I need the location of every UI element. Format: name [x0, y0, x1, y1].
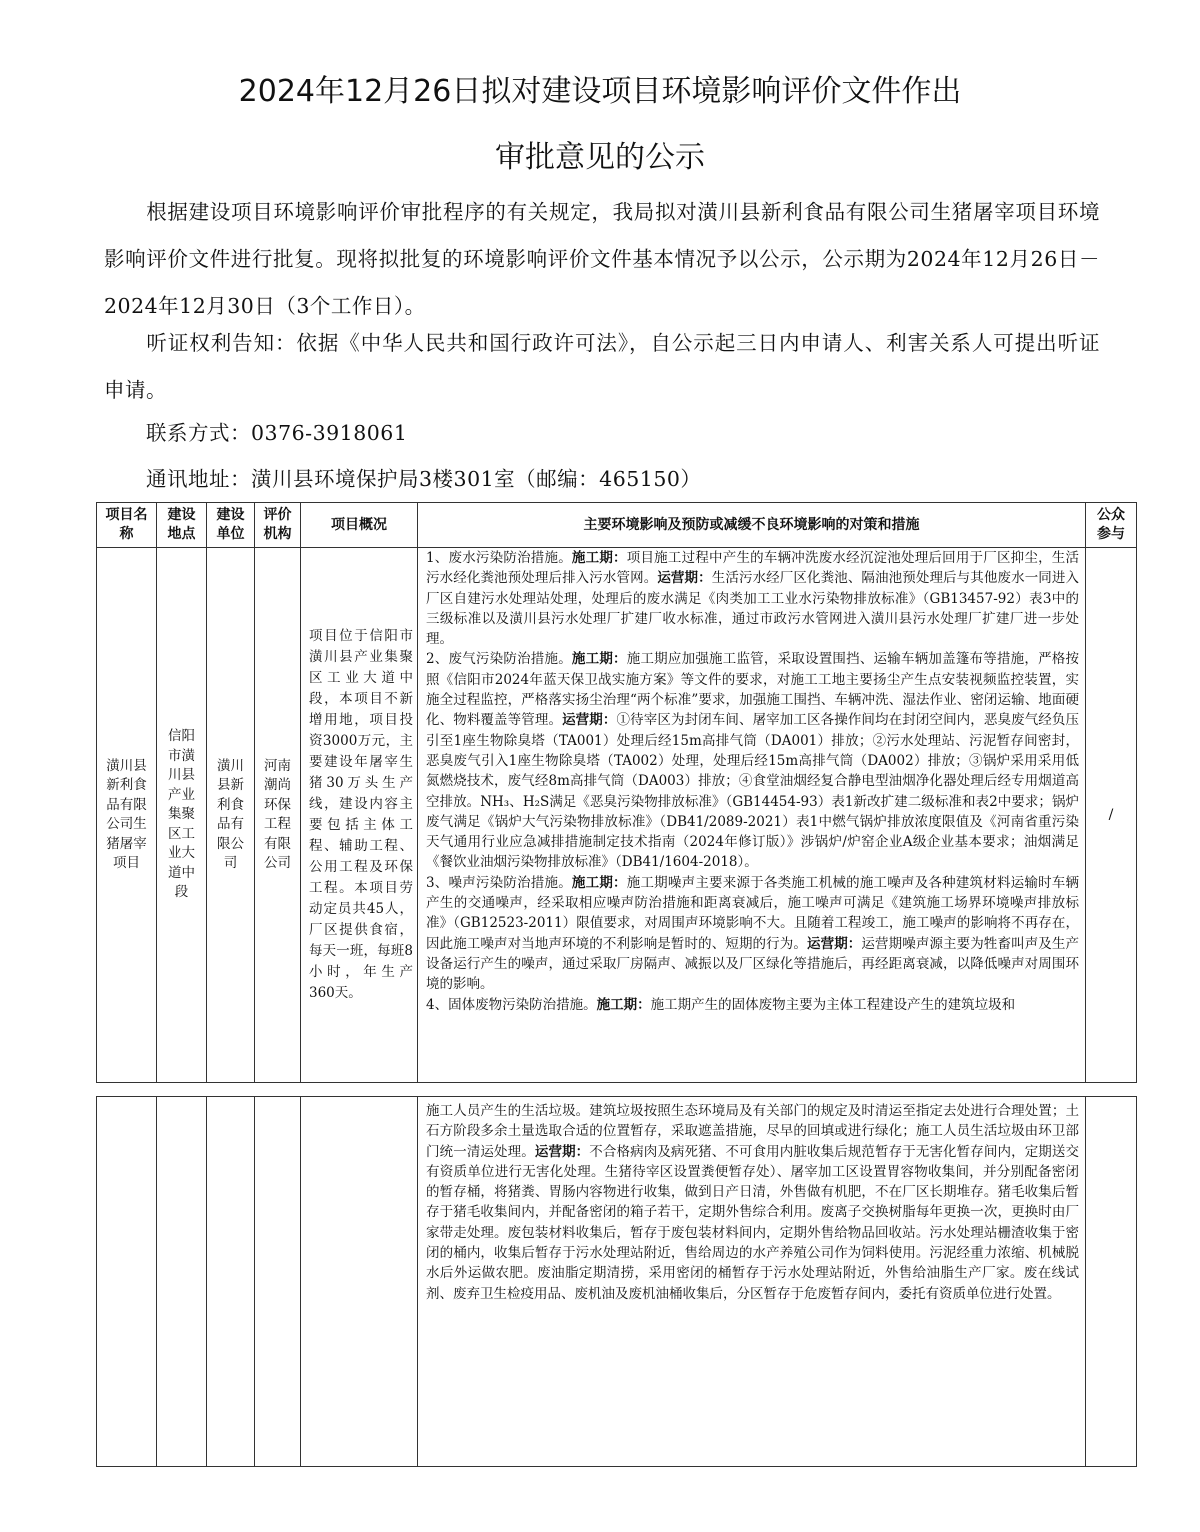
cell-empty-public: [1086, 1097, 1137, 1467]
table-header-row: [97, 503, 1137, 548]
hearing-text: 听证权利告知：依据《中华人民共和国行政许可法》，自公示起三日内申请人、利害关系人可提出听证申请。: [104, 331, 1100, 402]
cell-empty-agency: [255, 1097, 301, 1467]
cell-project-name: 潢川县新利食品有限公司生猪屠宰项目: [97, 548, 157, 1083]
page-title-line1: 2024年12月26日拟对建设项目环境影响评价文件作出: [238, 74, 962, 109]
intro-paragraph: [104, 189, 1100, 330]
table-row-continued: [97, 1097, 1137, 1467]
measure-solid: 4、固体废物污染防治措施。施工期：施工期产生的固体废物主要为主体工程建设产生的建筑垃圾和: [426, 996, 1016, 1013]
contact-paragraph: [104, 410, 1100, 457]
cell-measures: [418, 548, 1086, 1083]
cell-empty-location: [157, 1097, 207, 1467]
address-paragraph: [104, 456, 1100, 503]
header-project-name: 项目名称: [97, 503, 157, 548]
cell-measures-continued: [418, 1097, 1086, 1467]
page-title-line2: 审批意见的公示: [495, 140, 705, 175]
contact-text: 联系方式：0376-3918061: [146, 421, 408, 445]
measure-gas: 2、废气污染防治措施。施工期：施工期应加强施工监管，采取设置围挡、运输车辆加盖篷布等措施，严格按照《信阳市2024年蓝天保卫战实施方案》等文件的要求，对施工工地主要扬尘产生点安装视频监控装置，实施全过程监控，严格落实扬尘治理“两个标准”要求，加强施工围挡、车辆冲洗、湿法作业、密闭运输、地面硬化、物料覆盖等管理。运营期：①待宰区为封闭车间、屠宰加工区各操作间均在封闭空间内，恶臭废气经负压引至1座生物除臭塔（TA001）处理后经15m高排气筒（DA001）排放；②污水处理站、污泥暂存间密封，恶臭废气引入1座生物除臭塔（TA002）处理，处理后经15m高排气筒（DA002）排放；③锅炉采用采用低氮燃烧技术，废气经8m高排气筒（DA003）排放；④食堂油烟经复合静电型油烟净化器处理后经专用烟道高空排放。NH₃、H₂S满足《恶臭污染物排放标准》（GB14454-93）表1新改扩建二级标准和表2中要求；锅炉废气满足《锅炉大气污染物排放标准》（DB41/2089-2021）表1中燃气锅炉排放浓度限值及《河南省重污染天气通用行业应急减排措施制定技术指南（2024年修订版）》涉锅炉/炉窑企业A级企业基本要求；油烟满足《餐饮业油烟污染物排放标准》（DB41/1604-2018）。: [426, 651, 1080, 871]
header-measures: 主要环境影响及预防或减缓不良环境影响的对策和措施: [418, 503, 1086, 548]
header-public: 公众参与: [1086, 503, 1137, 548]
cell-empty-unit: [207, 1097, 255, 1467]
intro-text: 根据建设项目环境影响评价审批程序的有关规定，我局拟对潢川县新利食品有限公司生猪屠宰项目环境影响评价文件进行批复。现将拟批复的环境影响评价文件基本情况予以公示，公示期为2024年12月26日－2024年12月30日（3个工作日）。: [104, 200, 1100, 318]
table-row: [97, 548, 1137, 1083]
cell-empty-overview: [301, 1097, 418, 1467]
cell-public: /: [1086, 548, 1137, 1083]
measure-solid-continued: 施工人员产生的生活垃圾。建筑垃圾按照生态环境局及有关部门的规定及时清运至指定去处进行合理处置；土石方阶段多余土量选取合适的位置暂存，采取遮盖措施，尽早的回填或进行绿化；施工人员生活垃圾由环卫部门统一清运处理。运营期：不合格病肉及病死猪、不可食用内脏收集后规范暂存于无害化暂存间内，定期送交有资质单位进行无害化处理。生猪待宰区设置粪便暂存处）、屠宰加工区设置胃容物收集间，并分别配备密闭的暂存桶，将猪粪、胃肠内容物进行收集，做到日产日清，外售做有机肥，不在厂区长期堆存。猪毛收集后暂存于猪毛收集间内，并配备密闭的箱子若干，定期外售综合利用。废离子交换树脂每年更换一次，更换时由厂家带走处理。废包装材料收集后，暂存于废包装材料间内，定期外售给物品回收站。污水处理站栅渣收集于密闭的桶内，收集后暂存于污水处理站附近，售给周边的水产养殖公司作为饲料使用。污泥经重力浓缩、机械脱水后外运做农肥。废油脂定期清捞，采用密闭的桶暂存于污水处理站附近，外售给油脂生产厂家。废在线试剂、废弃卫生检疫用品、废机油及废机油桶收集后，分区暂存于危废暂存间内，委托有资质单位进行处置。: [426, 1103, 1080, 1302]
project-table: [96, 502, 1137, 1083]
cell-empty-name: [97, 1097, 157, 1467]
header-unit: 建设单位: [207, 503, 255, 548]
header-overview: 项目概况: [301, 503, 418, 548]
cell-unit: 潢川县新利食品有限公司: [207, 548, 255, 1083]
cell-overview: 项目位于信阳市潢川县产业集聚区工业大道中段，本项目不新增用地，项目投资3000万元，主要建设年屠宰生猪30万头生产线，建设内容主要包括主体工程、辅助工程、公用工程及环保工程。本项目劳动定员共45人，厂区提供食宿，每天一班，每班8小时，年生产360天。: [301, 548, 418, 1083]
cell-location: 信阳市潢川县产业集聚区工业大道中段: [157, 548, 207, 1083]
address-text: 通讯地址：潢川县环境保护局3楼301室（邮编：465150）: [146, 467, 702, 491]
measure-noise: 3、噪声污染防治措施。施工期：施工期噪声主要来源于各类施工机械的施工噪声及各种建筑材料运输时车辆产生的交通噪声，经采取相应噪声防治措施和距离衰减后，施工噪声可满足《建筑施工场界环境噪声排放标准》（GB12523-2011）限值要求，对周围声环境影响不大。且随着工程竣工，施工噪声的影响将不再存在，因此施工噪声对当地声环境的不利影响是暂时的、短期的行为。运营期：运营期噪声源主要为牲畜叫声及生产设备运行产生的噪声，通过采取厂房隔声、减振以及厂区绿化等措施后，再经距离衰减，以降低噪声对周围环境的影响。: [426, 874, 1080, 993]
header-location: 建设地点: [157, 503, 207, 548]
hearing-paragraph: [104, 320, 1100, 414]
measure-water: 1、废水污染防治措施。施工期：项目施工过程中产生的车辆冲洗废水经沉淀池处理后回用于厂区抑尘，生活污水经化粪池预处理后排入污水管网。运营期：生活污水经厂区化粪池、隔油池预处理后与其他废水一同进入厂区自建污水处理站处理，处理后的废水满足《肉类加工工业水污染物排放标准》（GB13457-92）表3中的三级标准以及潢川县污水处理厂扩建厂收水标准，通过市政污水管网进入潢川县污水处理厂扩建厂进一步处理。: [426, 550, 1080, 648]
project-table-continued: [96, 1096, 1137, 1467]
cell-agency: 河南潮尚环保工程有限公司: [255, 548, 301, 1083]
header-agency: 评价机构: [255, 503, 301, 548]
